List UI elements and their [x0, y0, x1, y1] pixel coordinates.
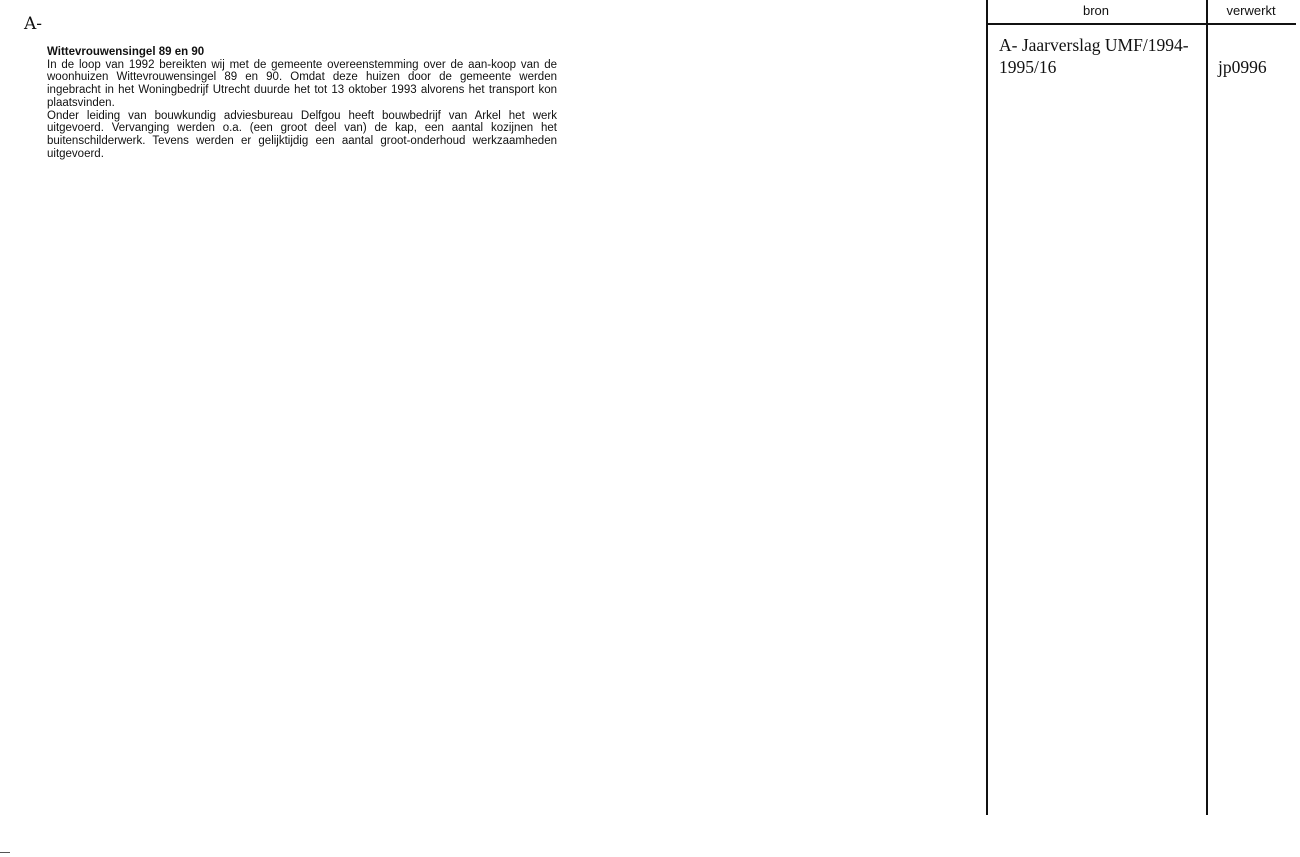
article-title: Wittevrouwensingel 89 en 90: [47, 46, 205, 58]
article-paragraph-2: Onder leiding van bouwkundig adviesbureau Delfgou heeft bouwbedrijf van Arkel het werk uitgevoerd. Vervanging werden o.a. (een groot deel van) de kap, een aantal kozijnen het buitenschilderwerk. Tevens werden er gelijktijdig een aantal groot-onderhoud werkzaamheden uitgevoerd.: [47, 109, 557, 160]
verwerkt-column-header: verwerkt: [1226, 3, 1276, 18]
article-body: [47, 46, 557, 160]
verwerkt-code: jp0996: [1218, 57, 1267, 77]
header-rule: [986, 23, 1296, 25]
bron-reference: A- Jaarverslag UMF/1994-1995/16: [999, 35, 1189, 77]
column-divider-left: [986, 0, 988, 815]
column-divider-middle: [1206, 0, 1208, 815]
article-paragraph-1: In de loop van 1992 bereikten wij met de gemeente overeenstemming over de aan-koop van de woonhuizen Wittevrouwensingel 89 en 90. Omdat deze huizen door de gemeente werden ingebracht in het Woningbedrijf Utrecht duurde het tot 13 oktober 1993 alvorens het transport kon plaatsvinden.: [47, 58, 557, 109]
column-headers: [986, 0, 1296, 24]
bron-column-header: bron: [1082, 3, 1110, 18]
margin-marker: A-: [24, 14, 43, 34]
scan-edge-mark: [0, 852, 10, 853]
